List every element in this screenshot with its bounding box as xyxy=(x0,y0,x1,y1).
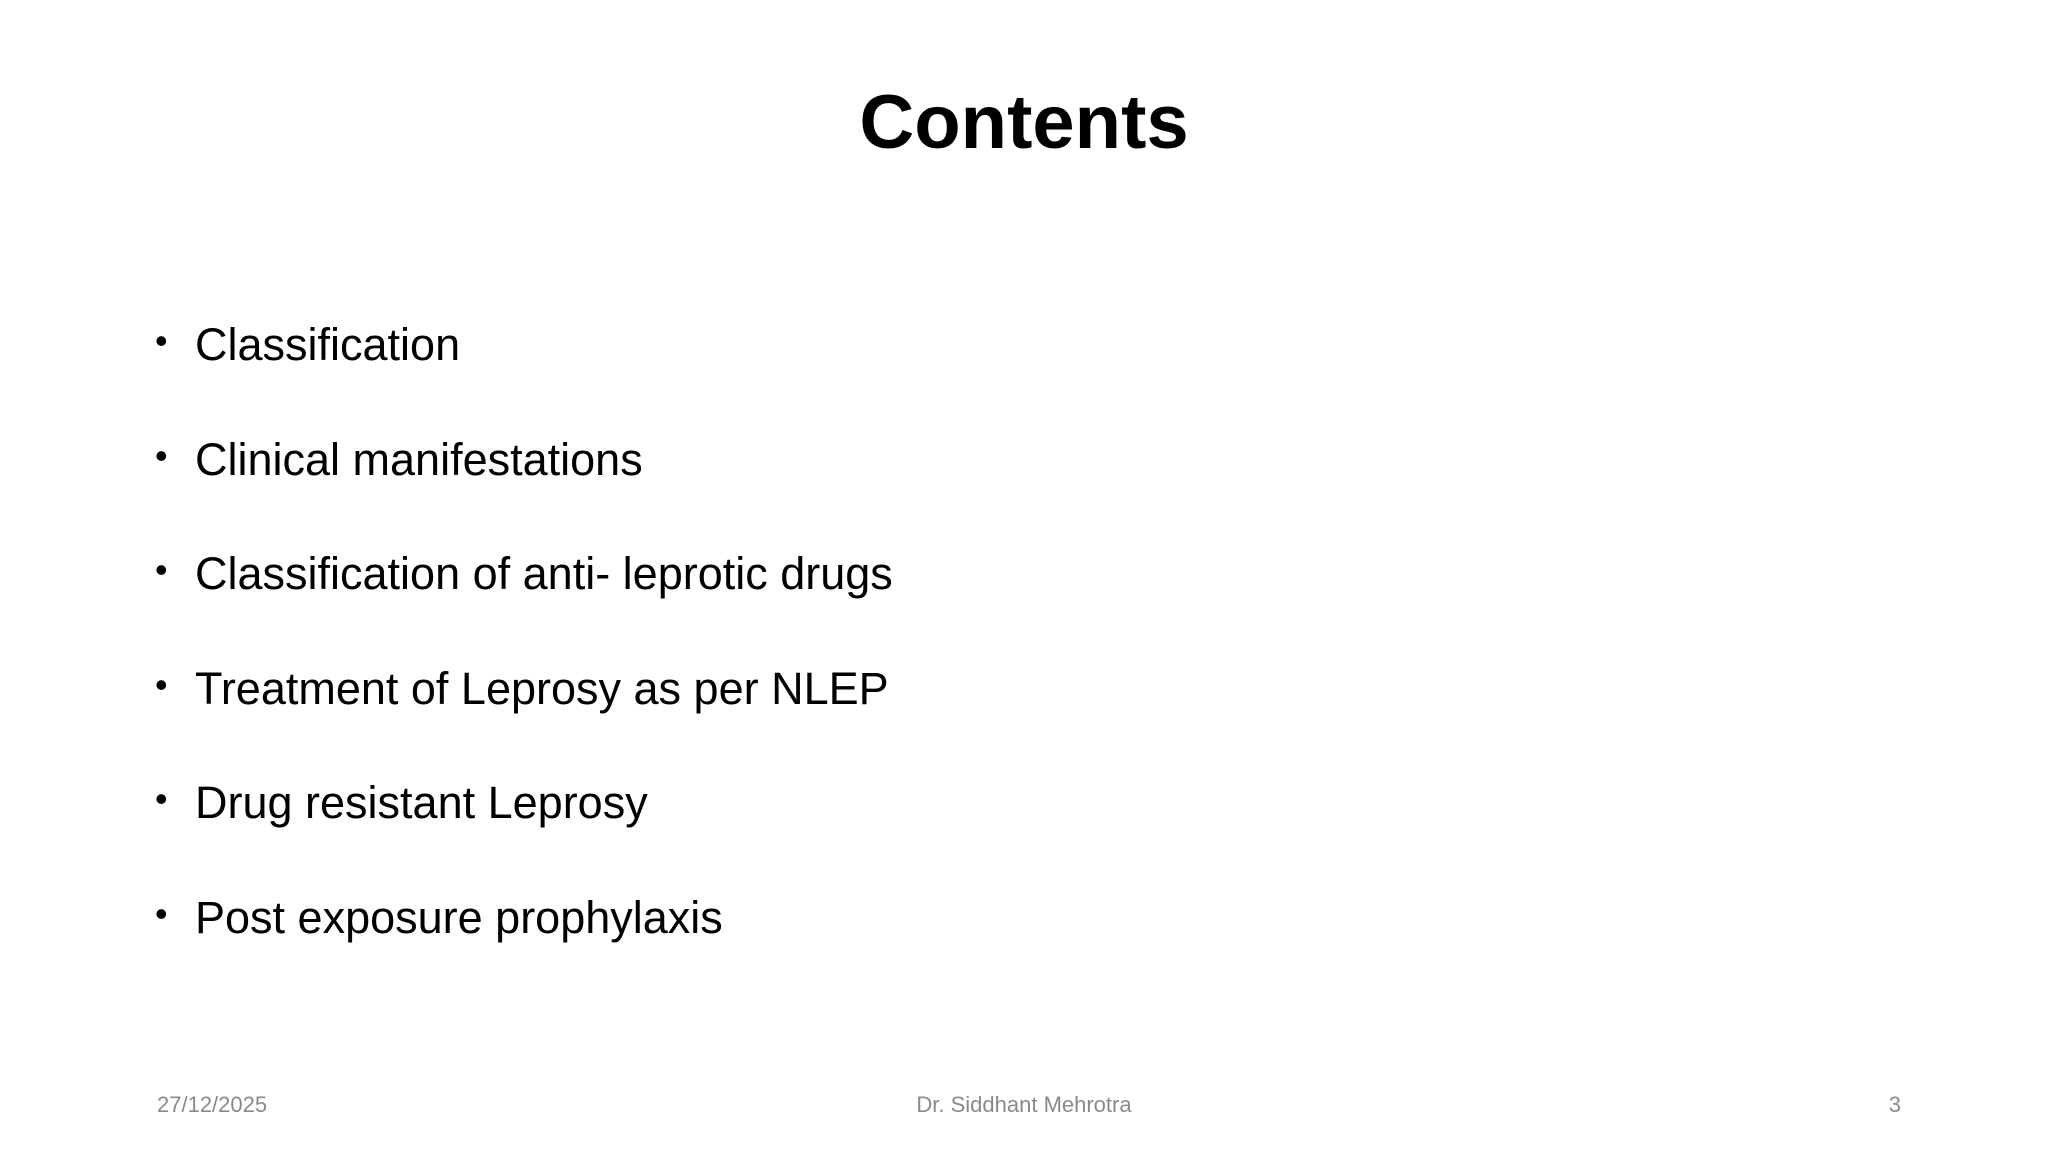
bullet-item xyxy=(155,861,893,976)
bullet-text: Post exposure prophylaxis xyxy=(195,891,723,943)
footer-author: Dr. Siddhant Mehrotra xyxy=(916,1092,1132,1117)
bullet-text: Clinical manifestations xyxy=(195,433,643,485)
bullet-item xyxy=(155,746,893,861)
bullet-text: Classification of anti- leprotic drugs xyxy=(195,548,893,600)
footer-date: 27/12/2025 xyxy=(157,1092,268,1117)
slide-title: Contents xyxy=(859,80,1189,165)
bullet-dot-icon: • xyxy=(155,549,168,591)
bullet-dot-icon: • xyxy=(155,892,168,934)
bullet-text: Treatment of Leprosy as per NLEP xyxy=(195,662,889,714)
bullet-item xyxy=(155,517,893,632)
bullet-dot-icon: • xyxy=(155,663,168,705)
bullet-dot-icon: • xyxy=(155,778,168,820)
bullet-item xyxy=(155,403,893,518)
bullet-text: Drug resistant Leprosy xyxy=(195,777,648,829)
bullet-list xyxy=(155,288,893,975)
footer-page-number: 3 xyxy=(1888,1092,1901,1117)
bullet-item xyxy=(155,288,893,403)
bullet-item xyxy=(155,632,893,747)
bullet-text: Classification xyxy=(195,319,461,371)
bullet-dot-icon: • xyxy=(155,320,168,362)
bullet-dot-icon: • xyxy=(155,434,168,476)
